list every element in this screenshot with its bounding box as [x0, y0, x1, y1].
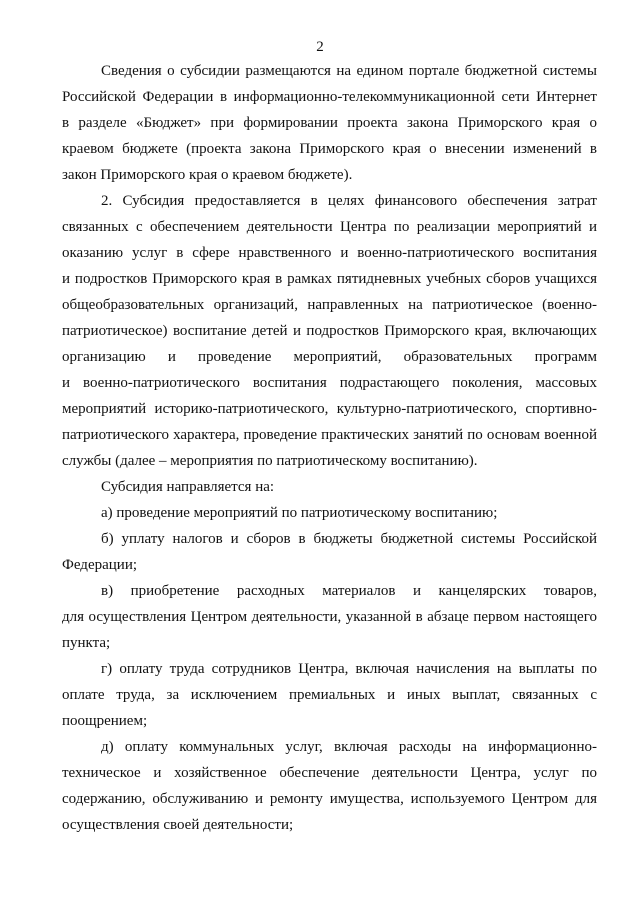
text-line: в разделе «Бюджет» при формировании проекта закона Приморского края о: [62, 115, 597, 131]
text-line: для осуществления Центром деятельности, указанной в абзаце первом настоящего: [62, 609, 597, 625]
text-line: техническое и хозяйственное обеспечение деятельности Центра, услуг по: [62, 765, 597, 781]
text-line: мероприятий историко-патриотического, культурно-патриотического, спортивно-: [62, 401, 597, 417]
text-line: связанных с обеспечением деятельности Центра по реализации мероприятий и: [62, 219, 597, 235]
text-line: и подростков Приморского края в рамках пятидневных учебных сборов учащихся: [62, 271, 597, 287]
text-line: краевом бюджете (проекта закона Приморского края о внесении изменений в: [62, 141, 597, 157]
text-line: пункта;: [62, 635, 111, 651]
text-line: осуществления своей деятельности;: [62, 817, 294, 833]
text-line: поощрением;: [62, 713, 148, 729]
text-line: Российской Федерации в информационно-телекоммуникационной сети Интернет: [62, 89, 597, 105]
text-line: организацию и проведение мероприятий, образовательных программ: [62, 349, 597, 365]
text-line: г) оплату труда сотрудников Центра, включая начисления на выплаты по: [101, 661, 597, 677]
page-number: 2: [316, 39, 324, 55]
text-line: 2. Субсидия предоставляется в целях финансового обеспечения затрат: [101, 193, 597, 209]
text-line: оказанию услуг в сфере нравственного и военно-патриотического воспитания: [62, 245, 597, 261]
text-line: д) оплату коммунальных услуг, включая расходы на информационно-: [101, 739, 597, 755]
text-line: оплате труда, за исключением премиальных и иных выплат, связанных с: [62, 687, 597, 703]
text-line: в) приобретение расходных материалов и канцелярских товаров,: [101, 583, 597, 599]
text-line: закон Приморского края о краевом бюджете).: [62, 167, 353, 183]
text-line: Субсидия направляется на:: [101, 479, 275, 495]
text-line: б) уплату налогов и сборов в бюджеты бюджетной системы Российской: [101, 531, 597, 547]
text-line: патриотического характера, проведение практических занятий по основам военной: [62, 427, 597, 443]
text-line: патриотическое) воспитание детей и подростков Приморского края, включающих: [62, 323, 597, 339]
text-line: Федерации;: [62, 557, 138, 573]
text-line: Сведения о субсидии размещаются на едином портале бюджетной системы: [101, 63, 597, 79]
text-line: и военно-патриотического воспитания подрастающего поколения, массовых: [62, 375, 597, 391]
text-line: общеобразовательных организаций, направленных на патриотическое (военно-: [62, 297, 597, 313]
text-line: а) проведение мероприятий по патриотическому воспитанию;: [101, 505, 498, 521]
text-line: содержанию, обслуживанию и ремонту имущества, используемого Центром для: [62, 791, 597, 807]
text-line: службы (далее – мероприятия по патриотическому воспитанию).: [62, 453, 478, 469]
